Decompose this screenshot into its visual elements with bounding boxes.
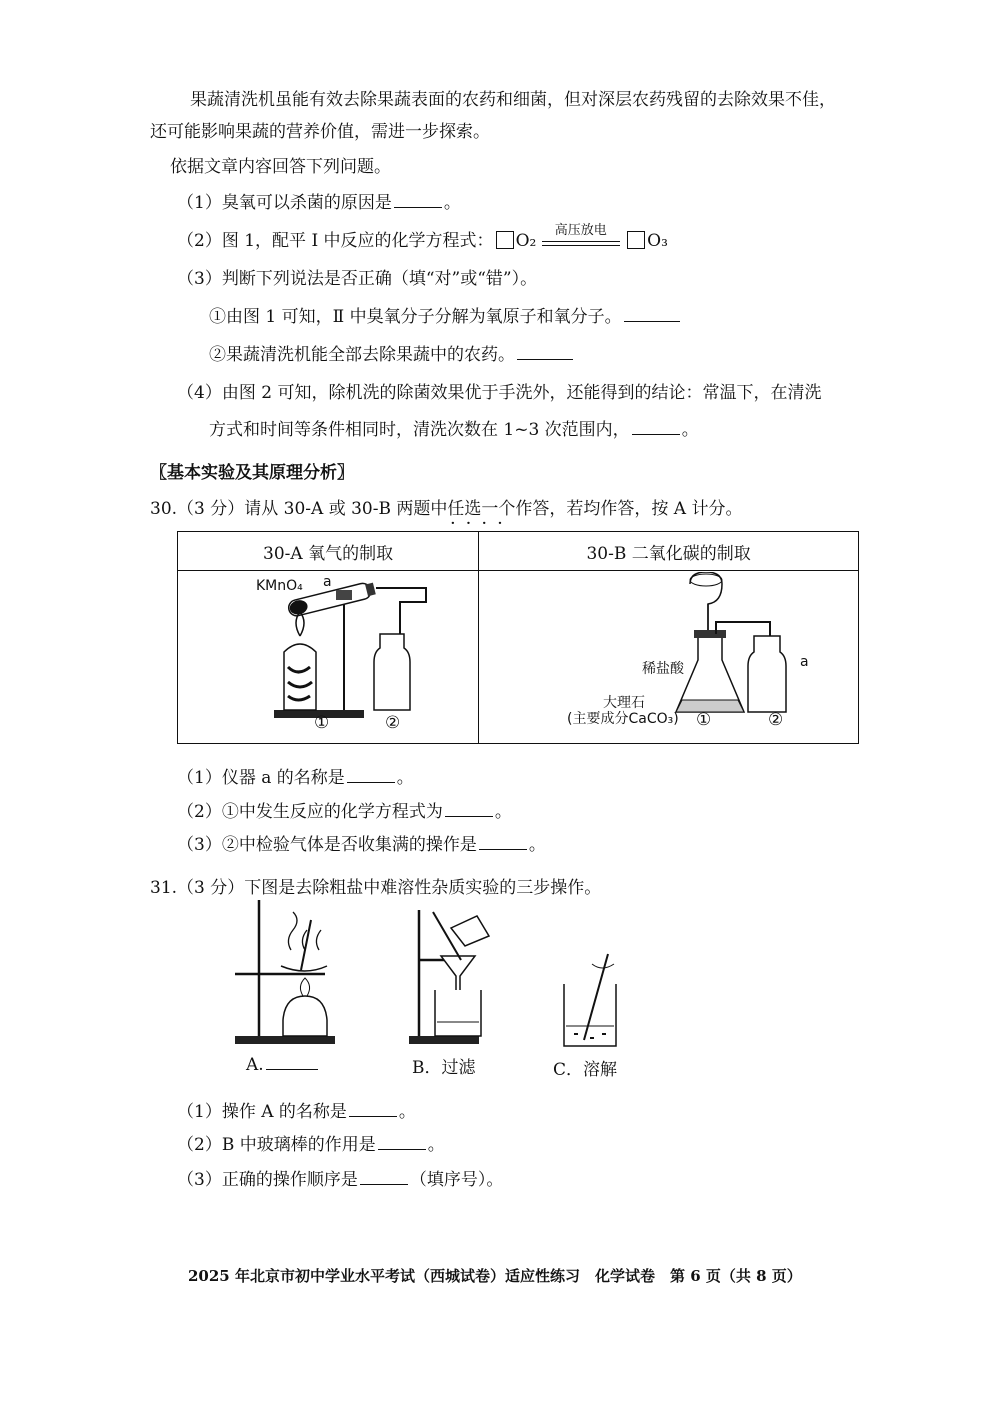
label-a-bottle: a — [800, 654, 809, 670]
label-dilute-hcl: 稀盐酸 — [642, 661, 684, 677]
evaporation-diagram — [225, 900, 345, 1050]
label-kmno4: KMnO₄ — [256, 578, 303, 594]
emphasis-dots: 任选一个 ···· — [447, 499, 516, 534]
answer-blank[interactable] — [394, 193, 442, 208]
q31-stem: 31.（3 分）下图是去除粗盐中难溶性杂质实验的三步操作。 — [150, 878, 602, 898]
label-marble: 大理石 — [603, 695, 645, 711]
answer-blank[interactable] — [632, 420, 680, 435]
label-a-test-tube: a — [323, 574, 332, 590]
coefficient-box-o3[interactable] — [627, 231, 645, 249]
q29-sub2: （2）图 1，配平 Ⅰ 中反应的化学方程式： O₂ 高压放电 O₃ — [177, 223, 668, 251]
answer-blank[interactable] — [378, 1135, 426, 1150]
q29-sub1: （1）臭氧可以杀菌的原因是 。 — [177, 193, 461, 213]
label-apparatus-1: ① — [314, 713, 330, 733]
label-apparatus-1: ① — [696, 710, 712, 730]
q31-sub3: （3）正确的操作顺序是 （填序号）。 — [177, 1170, 504, 1190]
q30-sub3: （3）②中检验气体是否收集满的操作是 。 — [177, 835, 546, 855]
caption-b: B．过滤 — [412, 1058, 476, 1078]
label-apparatus-2: ② — [385, 713, 401, 733]
q30-stem: 30.（3 分）请从 30-A 或 30-B 两题中任选一个 ···· 作答，若均作答，按 A 计分。 — [150, 499, 743, 534]
carbon-dioxide-apparatus-diagram — [660, 572, 840, 738]
q29-sub3-a: ①由图 1 可知，Ⅱ 中臭氧分子分解为氧原子和氧分子。 — [209, 302, 682, 327]
filtration-diagram — [405, 910, 515, 1050]
q29-sub3: （3）判断下列说法是否正确（填“对”或“错”）。 — [177, 269, 538, 289]
label-apparatus-2: ② — [768, 710, 784, 730]
q29-sub4-line2: 方式和时间等条件相同时，清洗次数在 1~3 次范围内， 。 — [209, 420, 699, 440]
q31-sub1: （1）操作 A 的名称是 。 — [177, 1102, 416, 1122]
q29-sub3-b: ②果蔬清洗机能全部去除果蔬中的农药。 — [209, 340, 575, 365]
answer-blank[interactable] — [347, 768, 395, 783]
answer-blank[interactable] — [266, 1055, 318, 1070]
label-caco3: (主要成分CaCO₃) — [567, 711, 679, 727]
caption-a: A. — [246, 1055, 320, 1075]
col-b-title: 30-B 二氧化碳的制取 — [479, 532, 859, 571]
intro-line-1: 果蔬清洗机虽能有效去除果蔬表面的农药和细菌，但对深层农药残留的去除效果不佳， — [190, 90, 836, 110]
oxygen-apparatus-diagram — [240, 572, 470, 738]
intro-line-2: 还可能影响果蔬的营养价值，需进一步探索。 — [150, 122, 490, 142]
q31-sub2: （2）B 中玻璃棒的作用是 。 — [177, 1135, 445, 1155]
caption-c: C．溶解 — [553, 1060, 618, 1080]
q30-sub1: （1）仪器 a 的名称是 。 — [177, 768, 414, 788]
page-footer: 2025 年北京市初中学业水平考试（西城试卷）适应性练习 化学试卷 第 6 页（共 8 页） — [188, 1267, 802, 1285]
q30-sub2: （2）①中发生反应的化学方程式为 。 — [177, 802, 512, 822]
answer-blank[interactable] — [479, 835, 527, 850]
section-title: 〖基本实验及其原理分析〗 — [150, 463, 354, 483]
answer-blank[interactable] — [517, 345, 573, 360]
instruction: 依据文章内容回答下列问题。 — [170, 157, 391, 177]
answer-blank[interactable] — [360, 1170, 408, 1185]
coefficient-box-o2[interactable] — [496, 231, 514, 249]
reaction-condition: 高压放电 — [542, 233, 620, 246]
dissolving-diagram — [560, 950, 620, 1050]
equals-arrow — [542, 241, 620, 246]
q29-sub4-line1: （4）由图 2 可知，除机洗的除菌效果优于手洗外，还能得到的结论：常温下，在清洗 — [177, 383, 822, 403]
answer-blank[interactable] — [445, 802, 493, 817]
answer-blank[interactable] — [349, 1102, 397, 1117]
col-a-title: 30-A 氧气的制取 — [178, 532, 479, 571]
answer-blank[interactable] — [624, 307, 680, 322]
